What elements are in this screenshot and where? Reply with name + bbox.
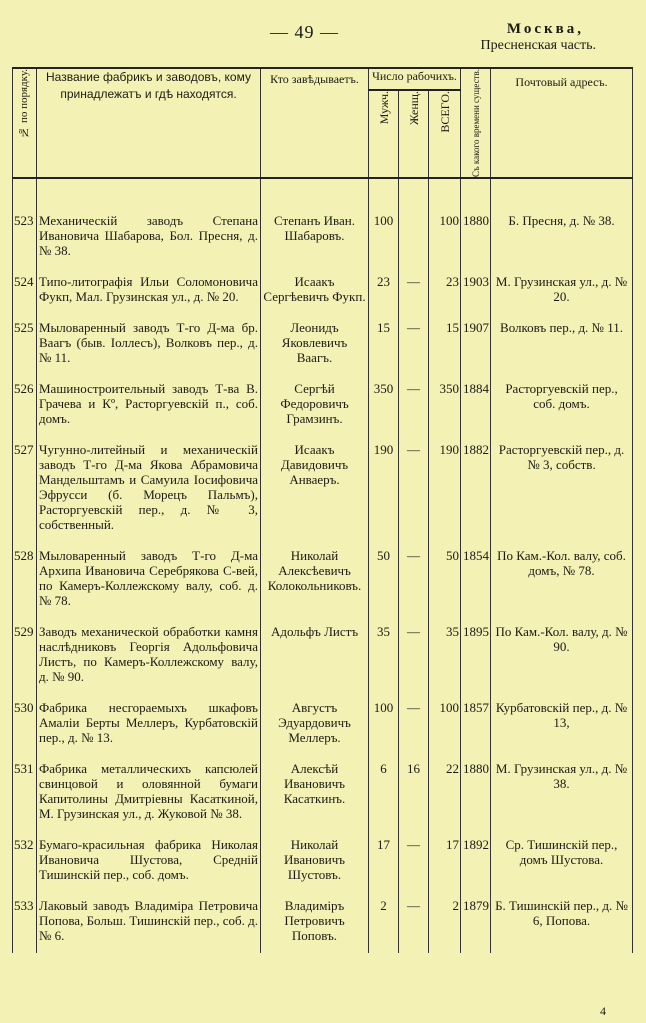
table-row <box>13 892 633 953</box>
total-count: 35 <box>429 618 461 694</box>
column-header-name: Название фабрикъ и заводовъ, кому принадлежатъ и гдѣ находятся. <box>37 68 261 178</box>
founded-year: 1895 <box>461 618 491 694</box>
row-number: 530 <box>13 694 37 755</box>
factory-name: Фабрика металлическихъ капсюлей свинцовой и оловянной бумаги Капитолины Дмитріевны Касаткиной, М. Грузинская ул., д. Жуковой № 38. <box>37 755 261 831</box>
column-header-manager: Кто завѣдываетъ. <box>261 68 369 178</box>
postal-address: М. Грузинская ул., д. № 20. <box>491 268 633 314</box>
men-count: 50 <box>369 542 399 618</box>
women-count: — <box>399 314 429 375</box>
column-header-number: № по порядку. <box>13 68 37 178</box>
founded-year: 1857 <box>461 694 491 755</box>
founded-year: 1882 <box>461 436 491 542</box>
founded-year: 1907 <box>461 314 491 375</box>
column-header-men: Мужч. <box>369 90 399 178</box>
row-number: 528 <box>13 542 37 618</box>
postal-address: По Кам.-Кол. валу, д. № 90. <box>491 618 633 694</box>
table-row <box>13 314 633 375</box>
manager-name: Сергѣй Федоровичъ Грамзинъ. <box>261 375 369 436</box>
factory-register-table <box>12 67 633 953</box>
city-title: Москва, <box>506 21 584 37</box>
women-count: 16 <box>399 755 429 831</box>
founded-year: 1880 <box>461 755 491 831</box>
men-count: 350 <box>369 375 399 436</box>
column-header-since: Съ какого времени существ. <box>461 68 491 178</box>
factory-name: Машиностроительный заводъ Т-ва В. Грачева и Кº, Расторгуевскій п., соб. домъ. <box>37 375 261 436</box>
women-count: — <box>399 375 429 436</box>
table-row <box>13 268 633 314</box>
total-count: 190 <box>429 436 461 542</box>
founded-year: 1884 <box>461 375 491 436</box>
table-row <box>13 831 633 892</box>
total-count: 23 <box>429 268 461 314</box>
factory-name: Чугунно-литейный и механическій заводъ Т-го Д-ма Якова Абрамовича Мандельштамъ и Самуила Іосифовича Эфрусси (б. Морецъ Пальмъ), Расторгуевскій пер., д. № 3, собственный. <box>37 436 261 542</box>
total-count: 350 <box>429 375 461 436</box>
total-count: 50 <box>429 542 461 618</box>
manager-name: Степанъ Иван. Шабаровъ. <box>261 207 369 268</box>
factory-name: Механическій заводъ Степана Ивановича Шабарова, Бол. Пресня, д. № 38. <box>37 207 261 268</box>
founded-year: 1903 <box>461 268 491 314</box>
factory-name: Мыловаренный заводъ Т-го Д-ма бр. Ваагъ (быв. Іоллесъ), Волковъ пер., д. № 11. <box>37 314 261 375</box>
manager-name: Адольфъ Листъ <box>261 618 369 694</box>
postal-address: Курбатовскій пер., д. № 13, <box>491 694 633 755</box>
table-row <box>13 436 633 542</box>
column-header-workers: Число рабочихъ. <box>369 68 461 90</box>
founded-year: 1892 <box>461 831 491 892</box>
founded-year: 1879 <box>461 892 491 953</box>
factory-name: Фабрика несгораемыхъ шкафовъ Амаліи Берты Меллеръ, Курбатовскій пер., д. № 13. <box>37 694 261 755</box>
factory-name: Типо-литографія Ильи Соломоновича Фукп, Мал. Грузинская ул., д. № 20. <box>37 268 261 314</box>
row-number: 529 <box>13 618 37 694</box>
table-row <box>13 542 633 618</box>
total-count: 100 <box>429 694 461 755</box>
postal-address: Б. Пресня, д. № 38. <box>491 207 633 268</box>
row-number: 523 <box>13 207 37 268</box>
women-count: — <box>399 618 429 694</box>
table-row <box>13 694 633 755</box>
column-header-address: Почтовый адресъ. <box>491 68 633 178</box>
manager-name: Леонидъ Яковлевичъ Ваагъ. <box>261 314 369 375</box>
postal-address: Ср. Тишинскій пер., домъ Шустова. <box>491 831 633 892</box>
men-count: 35 <box>369 618 399 694</box>
factory-name: Лаковый заводъ Владиміра Петровича Попова, Больш. Тишинскій пер., соб. д. № 6. <box>37 892 261 953</box>
women-count: — <box>399 542 429 618</box>
table-row <box>13 207 633 268</box>
manager-name: Владиміръ Петровичъ Поповъ. <box>261 892 369 953</box>
manager-name: Алексѣй Ивановичъ Касаткинъ. <box>261 755 369 831</box>
manager-name: Августъ Эдуардовичъ Меллеръ. <box>261 694 369 755</box>
total-count: 22 <box>429 755 461 831</box>
column-header-women: Женщ. <box>399 90 429 178</box>
row-number: 533 <box>13 892 37 953</box>
total-count: 2 <box>429 892 461 953</box>
men-count: 15 <box>369 314 399 375</box>
table-row <box>13 618 633 694</box>
page-number: — 49 — <box>270 22 339 42</box>
row-number: 526 <box>13 375 37 436</box>
manager-name: Николай Алексѣевичъ Колокольниковъ. <box>261 542 369 618</box>
postal-address: Волковъ пер., д. № 11. <box>491 314 633 375</box>
postal-address: М. Грузинская ул., д. № 38. <box>491 755 633 831</box>
men-count: 6 <box>369 755 399 831</box>
table-row <box>13 375 633 436</box>
founded-year: 1854 <box>461 542 491 618</box>
women-count: — <box>399 268 429 314</box>
postal-address: Расторгуевскій пер., соб. домъ. <box>491 375 633 436</box>
manager-name: Исаакъ Давидовичъ Анваеръ. <box>261 436 369 542</box>
row-number: 527 <box>13 436 37 542</box>
column-header-total: ВСЕГО. <box>429 90 461 178</box>
row-number: 531 <box>13 755 37 831</box>
men-count: 190 <box>369 436 399 542</box>
factory-name: Заводъ механической обработки камня наслѣдниковъ Георгія Адольфовича Листъ, по Камеръ-Коллежскому валу, д. № 90. <box>37 618 261 694</box>
total-count: 100 <box>429 207 461 268</box>
row-number: 525 <box>13 314 37 375</box>
men-count: 100 <box>369 694 399 755</box>
founded-year: 1880 <box>461 207 491 268</box>
women-count: — <box>399 892 429 953</box>
factory-name: Бумаго-красильная фабрика Николая Ивановича Шустова, Средній Тишинскій пер., соб. домъ. <box>37 831 261 892</box>
postal-address: Расторгуевскій пер., д. № 3, собств. <box>491 436 633 542</box>
women-count: — <box>399 694 429 755</box>
men-count: 2 <box>369 892 399 953</box>
row-number: 532 <box>13 831 37 892</box>
factory-name: Мыловаренный заводъ Т-го Д-ма Архипа Ивановича Серебрякова С-вей, по Камеръ-Коллежскому валу, соб. д. № 78. <box>37 542 261 618</box>
total-count: 15 <box>429 314 461 375</box>
sheet-mark: 4 <box>600 1004 606 1018</box>
postal-address: По Кам.-Кол. валу, соб. домъ, № 78. <box>491 542 633 618</box>
men-count: 17 <box>369 831 399 892</box>
manager-name: Николай Ивановичъ Шустовъ. <box>261 831 369 892</box>
women-count: — <box>399 831 429 892</box>
women-count <box>399 207 429 268</box>
men-count: 23 <box>369 268 399 314</box>
manager-name: Исаакъ Сергѣевичъ Фукп. <box>261 268 369 314</box>
district-title: Пресненская часть. <box>480 38 596 53</box>
row-number: 524 <box>13 268 37 314</box>
men-count: 100 <box>369 207 399 268</box>
table-row <box>13 755 633 831</box>
total-count: 17 <box>429 831 461 892</box>
women-count: — <box>399 436 429 542</box>
postal-address: Б. Тишинскій пер., д. № 6, Попова. <box>491 892 633 953</box>
